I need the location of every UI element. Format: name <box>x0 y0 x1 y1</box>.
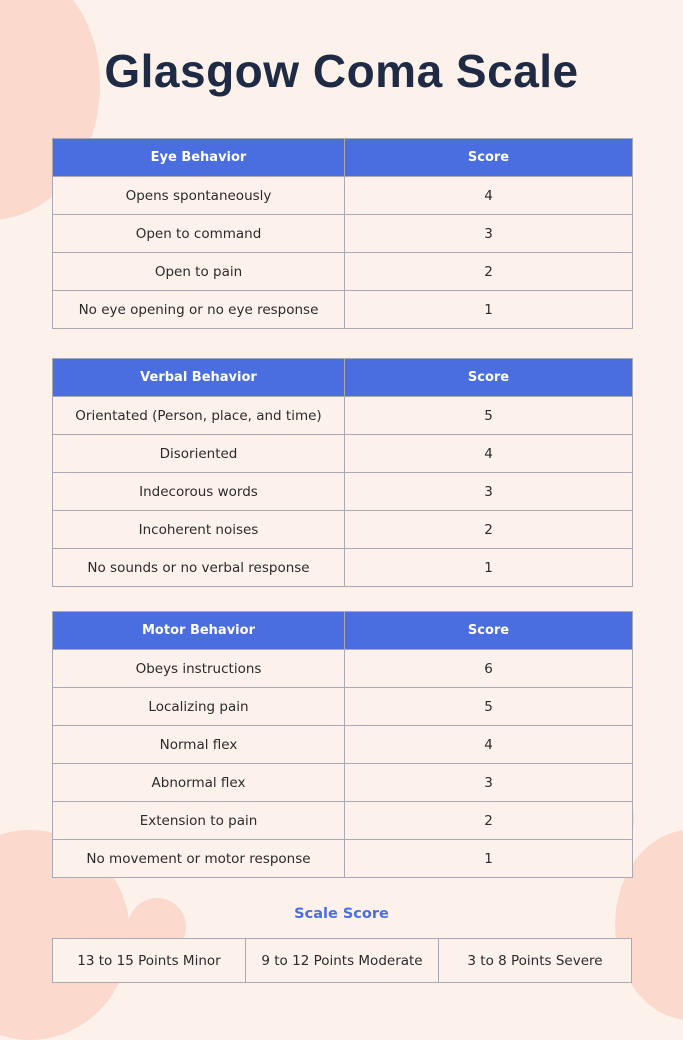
score-cell: 1 <box>345 840 633 878</box>
behavior-cell: Open to pain <box>53 253 345 291</box>
behavior-cell: No sounds or no verbal response <box>53 549 345 587</box>
table-header-row <box>53 359 633 397</box>
score-cell: 4 <box>345 726 633 764</box>
behavior-cell: Extension to pain <box>53 802 345 840</box>
score-cell: 3 <box>345 215 633 253</box>
behavior-cell: No eye opening or no eye response <box>53 291 345 329</box>
table-row <box>53 473 633 511</box>
score-cell: 3 <box>345 473 633 511</box>
scale-minor-cell: 13 to 15 Points Minor <box>53 939 246 983</box>
table-row <box>53 435 633 473</box>
behavior-cell: No movement or motor response <box>53 840 345 878</box>
scale-moderate-cell: 9 to 12 Points Moderate <box>246 939 439 983</box>
motor-behavior-header: Motor Behavior <box>53 612 345 650</box>
table-row <box>53 650 633 688</box>
table-header-row <box>53 139 633 177</box>
table-row <box>53 253 633 291</box>
verbal-score-header: Score <box>345 359 633 397</box>
behavior-cell: Incoherent noises <box>53 511 345 549</box>
eye-score-header: Score <box>345 139 633 177</box>
verbal-behavior-table <box>52 358 633 587</box>
behavior-cell: Orientated (Person, place, and time) <box>53 397 345 435</box>
behavior-cell: Opens spontaneously <box>53 177 345 215</box>
behavior-cell: Disoriented <box>53 435 345 473</box>
table-row <box>53 726 633 764</box>
table-row <box>53 397 633 435</box>
table-row <box>53 802 633 840</box>
score-cell: 5 <box>345 688 633 726</box>
table-row <box>53 840 633 878</box>
score-cell: 2 <box>345 253 633 291</box>
table-row <box>53 511 633 549</box>
behavior-cell: Normal flex <box>53 726 345 764</box>
score-cell: 5 <box>345 397 633 435</box>
verbal-behavior-header: Verbal Behavior <box>53 359 345 397</box>
score-cell: 1 <box>345 549 633 587</box>
score-cell: 3 <box>345 764 633 802</box>
table-row <box>53 177 633 215</box>
score-cell: 4 <box>345 177 633 215</box>
table-row <box>53 291 633 329</box>
eye-behavior-header: Eye Behavior <box>53 139 345 177</box>
behavior-cell: Obeys instructions <box>53 650 345 688</box>
motor-behavior-table <box>52 611 633 878</box>
page-title: Glasgow Coma Scale <box>104 45 579 97</box>
table-row <box>53 688 633 726</box>
behavior-cell: Open to command <box>53 215 345 253</box>
table-row <box>53 939 632 983</box>
table-row <box>53 549 633 587</box>
score-cell: 2 <box>345 511 633 549</box>
scale-score-table <box>52 938 632 983</box>
behavior-cell: Localizing pain <box>53 688 345 726</box>
table-header-row <box>53 612 633 650</box>
score-cell: 1 <box>345 291 633 329</box>
table-row <box>53 215 633 253</box>
score-cell: 6 <box>345 650 633 688</box>
behavior-cell: Indecorous words <box>53 473 345 511</box>
table-row <box>53 764 633 802</box>
motor-score-header: Score <box>345 612 633 650</box>
score-cell: 4 <box>345 435 633 473</box>
scale-score-title: Scale Score <box>294 906 389 922</box>
behavior-cell: Abnormal flex <box>53 764 345 802</box>
eye-behavior-table <box>52 138 633 329</box>
score-cell: 2 <box>345 802 633 840</box>
scale-severe-cell: 3 to 8 Points Severe <box>439 939 632 983</box>
